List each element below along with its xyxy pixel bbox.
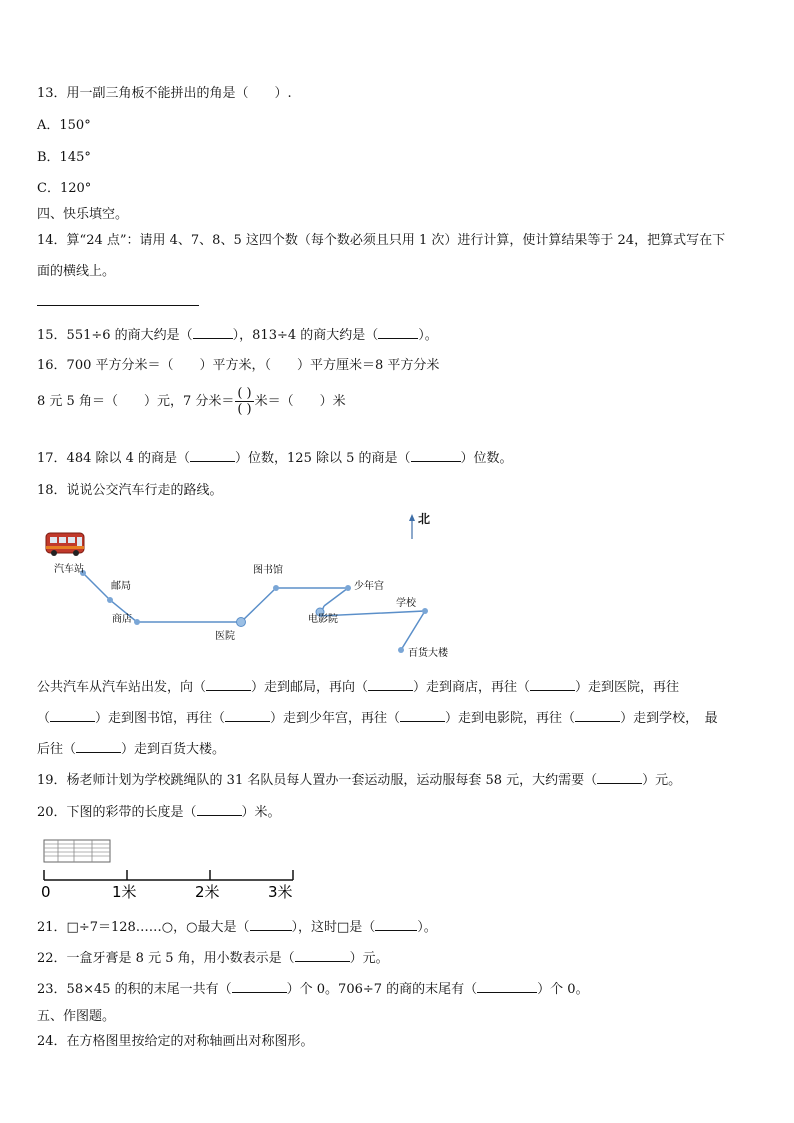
q22-text-a: 22．一盒牙膏是 8 元 5 角，用小数表示是（ [37,951,295,966]
ribbon [44,840,110,862]
q22-text-b: ）元。 [349,951,389,966]
q16-fraction [235,386,253,417]
q18-answer-line3 [37,738,225,757]
north-arrow [409,514,415,539]
q15-text-c: ）。 [418,328,438,343]
q18-l1-t0: 公共汽车从汽车站出发，向（ [37,680,207,695]
q23-blank-1 [232,982,287,993]
q20-text-a: 20．下图的彩带的长度是（ [37,805,197,820]
q24: 24．在方格图里按给定的对称轴画出对称图形。 [37,1034,314,1049]
q19-text-a: 19．杨老师计划为学校跳绳队的 31 名队员每人置办一套运动服，运动服每套 58 元，大约需要（ [37,773,598,788]
q19-text-b: ）元。 [642,773,682,788]
q13-option-a: A．150° [37,118,91,133]
q18-l2-t2: ）走到少年宫，再往（ [270,711,401,726]
label-bus-station: 汽车站 [54,564,84,575]
q18-stem: 18．说说公交汽车行走的路线。 [37,483,223,498]
q23-text-a: 23．58×45 的积的末尾一共有（ [37,982,232,997]
q18-l3-t0: 后往（ [37,742,77,757]
label-post-office: 邮局 [111,581,131,592]
fraction-denominator: ( ) [237,402,252,417]
q13-option-b: B．145° [37,150,91,165]
q18-l3-t1: ）走到百货大楼。 [121,742,226,757]
q18-blank-7 [575,711,620,722]
q15 [37,324,438,343]
label-cinema: 电影院 [308,614,338,625]
q15-text-b: ），813÷4 的商大约是（ [232,328,379,343]
q21-text-b: ），这时□是（ [291,920,376,935]
q18-l1-t1: ）走到邮局，再向（ [251,680,369,695]
stop-department-store [398,647,404,653]
label-school: 学校 [396,598,416,609]
q21-text-a: 21．□÷7＝128……○，○最大是（ [37,920,250,935]
q18-l2-t1: ）走到图书馆，再往（ [95,711,226,726]
q20-blank [197,805,242,816]
q18-l1-t3: ）走到医院，再往 [575,680,680,695]
q22 [37,947,389,966]
q18-blank-4 [50,711,95,722]
label-library: 图书馆 [253,565,283,576]
label-youth-palace: 少年宫 [354,581,384,592]
stop-youth-palace [345,585,351,591]
ruler-label-3: 3米 [268,883,293,901]
q18-l2-t0: （ [37,711,51,726]
q21-blank-1 [250,920,292,931]
q17 [37,447,513,466]
q19 [37,769,681,788]
q17-blank-1 [190,451,235,462]
q18-blank-2 [368,680,413,691]
ruler-label-1: 1米 [112,883,137,901]
stop-post-office [107,597,113,603]
q23-blank-2 [477,982,537,993]
ruler-label-2: 2米 [195,883,220,901]
q18-l2-t4: ）走到学校， 最 [620,711,718,726]
q20-text-b: ）米。 [241,805,281,820]
q14-answer-line [37,305,199,306]
ruler-label-0: 0 [41,883,51,901]
ribbon-ruler-figure [0,830,320,902]
q18-blank-8 [76,742,121,753]
q17-blank-2 [411,451,461,462]
q15-blank-2 [378,328,418,339]
stop-library [273,585,279,591]
q23 [37,978,589,997]
bus-icon [46,533,84,556]
stop-school [422,608,428,614]
stop-shop [134,619,140,625]
label-hospital: 医院 [215,631,235,642]
q13-stem: 13．用一副三角板不能拼出的角是（ ）. [37,86,292,101]
q18-blank-5 [225,711,270,722]
bus-route-map [0,505,794,665]
q21-blank-2 [375,920,417,931]
q18-blank-6 [400,711,445,722]
q21 [37,916,437,935]
route-line-2 [320,606,425,650]
q16-line2 [37,386,346,417]
q18-l2-t3: ）走到电影院，再往（ [445,711,576,726]
q14-line2: 面的横线上。 [37,264,116,279]
q16-text-1: 8 元 5 角＝（ ）元，7 分米＝ [37,394,235,409]
q23-text-b: ）个 0。706÷7 的商的末尾有（ [286,982,478,997]
section4-title: 四、快乐填空。 [37,207,129,222]
ruler [44,870,293,880]
north-label: 北 [418,512,431,526]
route-line-3 [324,588,348,606]
q15-text-a: 15．551÷6 的商大约是（ [37,328,193,343]
q22-blank [295,951,350,962]
q18-answer-line2 [37,707,718,726]
q17-text-b: ）位数，125 除以 5 的商是（ [235,451,411,466]
label-shop: 商店 [112,614,132,625]
q19-blank [597,773,642,784]
label-department-store: 百货大楼 [408,648,448,659]
q18-answer-line1 [37,676,679,695]
q18-blank-1 [206,680,251,691]
section5-title: 五、作图题。 [37,1009,116,1024]
q16-text-2: 米＝（ ）米 [254,394,346,409]
q18-l1-t2: ）走到商店，再往（ [413,680,531,695]
q17-text-a: 17．484 除以 4 的商是（ [37,451,191,466]
q14-line1: 14．算“24 点”：请用 4、7、8、5 这四个数（每个数必须且只用 1 次）进行计算，使计算结果等于 24，把算式写在下 [37,233,726,248]
q18-blank-3 [530,680,575,691]
q23-text-c: ）个 0。 [537,982,589,997]
q17-text-c: ）位数。 [460,451,513,466]
q20 [37,801,281,820]
q15-blank-1 [193,328,233,339]
q13-option-c: C．120° [37,181,92,196]
stop-hospital [237,618,246,627]
q21-text-c: ）。 [417,920,437,935]
fraction-numerator: ( ) [237,386,252,401]
q16-line1: 16．700 平方分米＝（ ）平方米，（ ）平方厘米＝8 平方分米 [37,358,440,373]
